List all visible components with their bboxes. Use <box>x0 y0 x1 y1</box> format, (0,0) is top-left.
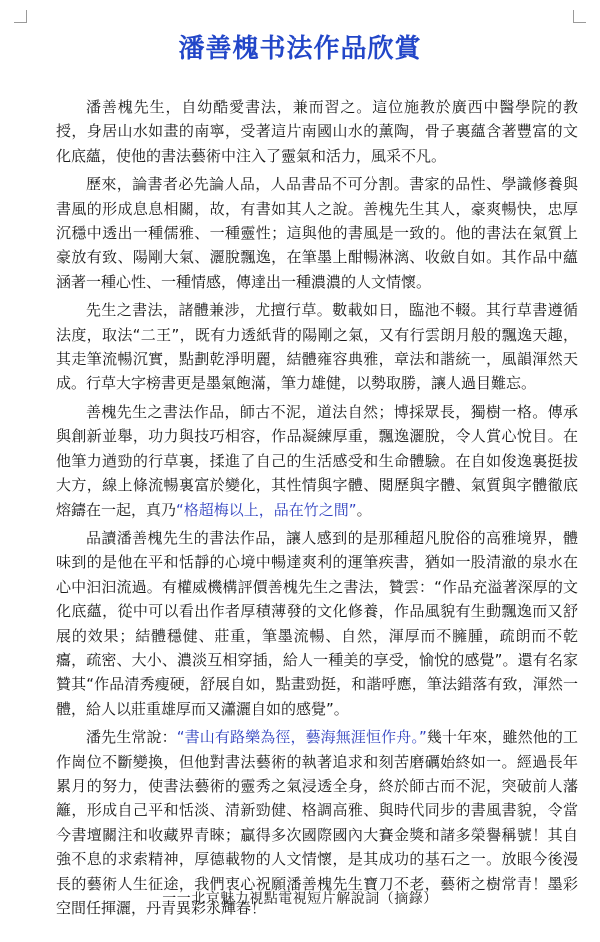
paragraph-4 <box>56 400 578 522</box>
paragraph-1: 潘善槐先生，自幼酷愛書法，兼而習之。這位施教於廣西中醫學院的教授，身居山水如畫的南寧，受著這片南國山水的薰陶，骨子裏蘊含著豐富的文化底蘊，使他的書法藝術中注入了靈氣和活力，風采不凡。 <box>56 98 578 165</box>
article-body <box>56 95 578 920</box>
paragraph-6-intro: 潘先生常說： <box>86 728 177 747</box>
crop-mark-right <box>573 10 586 23</box>
source-credit: 一一北京魅力視點電視短片解說詞（摘錄） <box>162 891 438 907</box>
paragraph-4-text: 善槐先生之書法作品，師古不泥，道法自然；博採眾長，獨樹一格。傳承與創新並舉，功力與技巧相容，作品凝練厚重，飄逸灑脫，令人賞心悅目。在他筆力遒勁的行草裏，揉進了自己的生活感受和生命體驗。在自如俊逸裏挺拔大方，線上條流暢裏富於變化，其性情與字體、閱歷與字體、氣質與字體徹底熔鑄在一起，真乃 <box>56 402 578 519</box>
paragraph-4-end: 。 <box>356 500 372 519</box>
paragraph-3: 先生之書法，諸體兼涉，尤擅行草。數載如日，臨池不輟。其行草書遵循法度，取法“二王”，既有力透紙背的陽剛之氣，又有行雲朗月般的飄逸天趣，其走筆流暢沉實，點劃乾淨明麗，結體雍容典雅，章法和諧統一，風韻渾然天成。行草大字榜書更是墨氣飽滿，筆力雄健，以勢取勝，讓人過目難忘。 <box>56 301 578 393</box>
crop-mark-left <box>14 10 27 23</box>
paragraph-6-text: 幾十年來，雖然他的工作崗位不斷變換，但他對書法藝術的執著追求和刻苦磨礪始終如一。經過長年累月的努力，使書法藝術的靈秀之氣浸透全身，終於師古而不泥，突破前人藩籬，形成自己平和恬淡、清新勁健、格調高雅、與時代同步的書風書貌，令當今書壇關注和收藏界青睞；贏得多次國際國內大賽金獎和諸多榮譽稱號！其自強不息的求索精神，厚德載物的人文情懷，是其成功的基石之一。放眼今後漫長的藝術人生征途，我們衷心祝願潘善槐先生寶刀不老，藝術之樹常青！墨彩空間任揮灑，丹青異彩永輝春！ <box>56 728 578 917</box>
page-title: 潘善槐书法作品欣賞 <box>178 34 422 64</box>
paragraph-6-quote: “書山有路樂為徑，藝海無涯恒作舟。” <box>176 728 427 747</box>
paragraph-4-quote: “格超梅以上，品在竹之間” <box>176 500 357 519</box>
paragraph-2: 歷來，論書者必先論人品，人品書品不可分割。書家的品性、學識修養與書風的形成息息相關，故，有書如其人之說。善槐先生其人，豪爽暢快，忠厚沉穩中透出一種儒雅、一種靈性；這與他的書風是一致的。他的書法在氣質上豪放有致、陽剛大氣、灑脫飄逸，在筆墨上酣暢淋漓、收斂自如。其作品中蘊涵著一種心性、一種情感，傳達出一種濃濃的人文情懷。 <box>56 175 578 291</box>
paragraph-5: 品讀潘善槐先生的書法作品，讓人感到的是那種超凡脫俗的高雅境界，體味到的是他在平和恬靜的心境中暢達爽利的運筆疾書，猶如一股清澈的泉水在心中汩汩流過。有權威機構評價善槐先生之書法，贊雲：“作品充溢著深厚的文化底蘊，從中可以看出作者厚積薄發的文化修養，作品風貌有生動飄逸而又舒展的效果；結體穩健、莊重，筆墨流暢、自然，渾厚而不臃腫，疏朗而不乾癟，疏密、大小、濃淡互相穿插，給人一種美的享受，愉悅的感覺”。還有名家贊其“作品清秀瘦硬，舒展自如，點畫勁挺，和諧呼應，筆法錯落有致，渾然一體，給人以莊重雄厚而又瀟灑自如的感覺”。 <box>56 528 578 718</box>
